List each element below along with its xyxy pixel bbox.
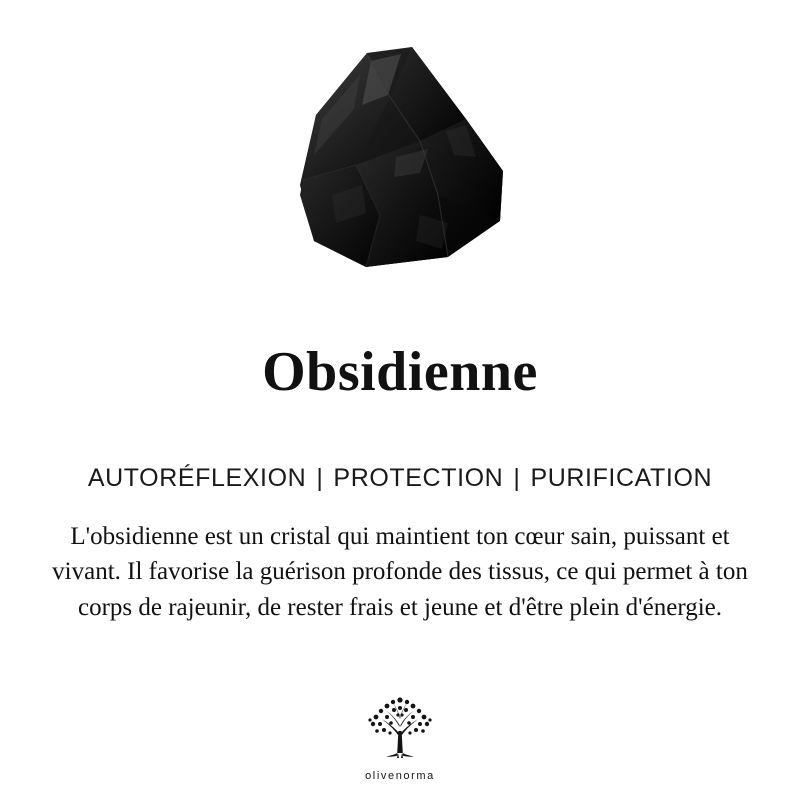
stone-image-area bbox=[0, 0, 800, 330]
keyword-item: PURIFICATION bbox=[530, 463, 713, 492]
description-text: L'obsidienne est un cristal qui maintient ton cœur sain, puissant et vivant. Il favorise la guérison profonde des tissus, ce qui permet à ton corps de rajeunir, de rester frais et jeune et d'être plein d'énergie. bbox=[52, 522, 748, 621]
keyword-item: PROTECTION bbox=[333, 463, 504, 492]
keyword-separator: | bbox=[316, 463, 324, 492]
keyword-separator: | bbox=[513, 463, 521, 492]
brand-logo bbox=[0, 691, 800, 782]
tree-icon bbox=[354, 691, 446, 769]
obsidian-stone-image bbox=[270, 45, 530, 285]
raw-obsidian-stone-icon bbox=[270, 45, 530, 285]
brand-name: olivenorma bbox=[365, 770, 435, 782]
keyword-item: AUTORÉFLEXION bbox=[87, 463, 307, 492]
keyword-list bbox=[88, 464, 712, 493]
page-title: Obsidienne bbox=[262, 341, 538, 403]
